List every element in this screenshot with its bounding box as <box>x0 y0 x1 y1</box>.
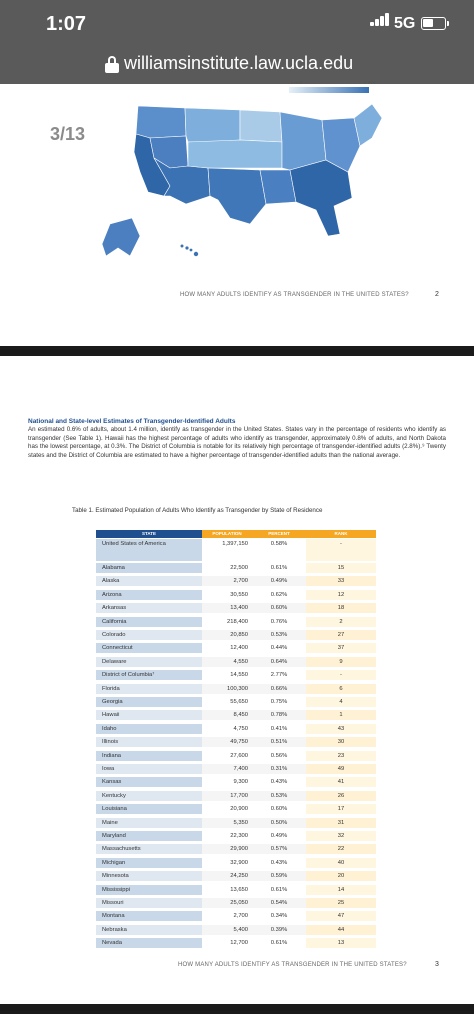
table-row <box>96 630 376 640</box>
table-row <box>96 724 376 734</box>
cell-rank: 9 <box>306 657 376 667</box>
section-body: An estimated 0.6% of adults, about 1.4 million, identify as transgender in the United States. States vary in the percentage of residents who identify as transgender (See Table 1). Hawaii has the highest percentage of adults who identify as transgender, approximately 0.8% of adults, and North Dakota has the lowest percentage, at 0.3%. The District of Columbia is notable for its relatively high percentage of transgender-identified adults (2.8%).⁹ Twenty states and the District of Columbia are estimated to have a higher percentage of transgender-identified adults than the national average. <box>28 426 446 459</box>
header-state: STATE <box>96 530 202 538</box>
cell-percent: 0.57% <box>252 844 306 854</box>
table-row <box>96 737 376 747</box>
cell-rank: 27 <box>306 630 376 640</box>
cell-state: Arizona <box>96 590 202 600</box>
cell-rank: 26 <box>306 791 376 801</box>
cell-state: Mississippi <box>96 885 202 895</box>
cell-percent: 0.31% <box>252 764 306 774</box>
cell-rank: 1 <box>306 710 376 720</box>
cell-population: 22,300 <box>202 831 252 841</box>
cell-population: 7,400 <box>202 764 252 774</box>
cell-population: 9,300 <box>202 777 252 787</box>
page-footer: HOW MANY ADULTS IDENTIFY AS TRANSGENDER IN THE UNITED STATES? <box>178 962 407 968</box>
header-rank: RANK <box>306 530 376 538</box>
cell-state: Georgia <box>96 697 202 707</box>
cell-rank: 30 <box>306 737 376 747</box>
cell-rank: 4 <box>306 697 376 707</box>
cell-rank: 37 <box>306 643 376 653</box>
cell-percent: 0.61% <box>252 938 306 948</box>
table-row <box>96 751 376 761</box>
table-row <box>96 590 376 600</box>
cell-state: Nebraska <box>96 925 202 935</box>
cell-population: 13,400 <box>202 603 252 613</box>
pdf-page-3 <box>0 356 474 1004</box>
cell-percent: 0.49% <box>252 831 306 841</box>
cell-state: Alaska <box>96 576 202 586</box>
cell-state: Indiana <box>96 751 202 761</box>
cell-population: 4,750 <box>202 724 252 734</box>
cell-percent: 0.49% <box>252 576 306 586</box>
map-legend-max: 0.78% <box>364 80 376 85</box>
cell-percent: 0.66% <box>252 684 306 694</box>
cell-state: Maryland <box>96 831 202 841</box>
cell-state: Idaho <box>96 724 202 734</box>
cell-percent: 0.53% <box>252 630 306 640</box>
cell-percent: 0.60% <box>252 804 306 814</box>
cell-rank: 14 <box>306 885 376 895</box>
cell-population: 100,300 <box>202 684 252 694</box>
cell-percent: 0.53% <box>252 791 306 801</box>
cell-percent: 0.44% <box>252 643 306 653</box>
map-region-mountain <box>185 108 240 142</box>
cell-state: Montana <box>96 911 202 921</box>
table-row <box>96 697 376 707</box>
cell-rank: 25 <box>306 898 376 908</box>
status-bar <box>0 0 474 44</box>
cell-rank: 32 <box>306 831 376 841</box>
pdf-page-2 <box>0 80 474 346</box>
cell-rank: 31 <box>306 818 376 828</box>
cell-population: 4,550 <box>202 657 252 667</box>
page-number: 3 <box>435 961 439 968</box>
cell-percent: 0.39% <box>252 925 306 935</box>
table-row <box>96 885 376 895</box>
table-row <box>96 831 376 841</box>
table-row <box>96 603 376 613</box>
map-legend-bar <box>289 87 369 93</box>
cell-rank: - <box>306 670 376 680</box>
cell-percent: 0.75% <box>252 697 306 707</box>
cell-rank: 6 <box>306 684 376 694</box>
cell-rank: 47 <box>306 911 376 921</box>
cell-state: District of Columbia⁷ <box>96 670 202 680</box>
section-title: National and State-level Estimates of Transgender-Identified Adults <box>28 418 236 425</box>
map-legend-min: 0.00% <box>291 80 303 85</box>
table-row <box>96 938 376 948</box>
table-row <box>96 791 376 801</box>
battery-tip <box>447 21 449 26</box>
table-row <box>96 844 376 854</box>
cell-population: 2,700 <box>202 911 252 921</box>
cell-population: 49,750 <box>202 737 252 747</box>
table-row <box>96 858 376 868</box>
table-row <box>96 684 376 694</box>
cell-state: Connecticut <box>96 643 202 653</box>
lock-icon <box>105 56 119 72</box>
table-row <box>96 710 376 720</box>
page-counter: 3/13 <box>50 124 86 144</box>
table-row <box>96 670 376 680</box>
table-row <box>96 804 376 814</box>
cell-percent: 0.76% <box>252 617 306 627</box>
cell-percent: 0.50% <box>252 818 306 828</box>
cell-state: Minnesota <box>96 871 202 881</box>
cell-percent: 0.43% <box>252 777 306 787</box>
cell-state: Missouri <box>96 898 202 908</box>
us-choropleth-map <box>90 96 390 266</box>
cell-population: 8,450 <box>202 710 252 720</box>
url-text[interactable]: williamsinstitute.law.ucla.edu <box>124 53 354 73</box>
header-population: POPULATION <box>202 530 252 538</box>
cell-state: Massachusetts <box>96 844 202 854</box>
cell-rank: 33 <box>306 576 376 586</box>
cell-population: 20,900 <box>202 804 252 814</box>
cell-percent: 0.54% <box>252 898 306 908</box>
cell-state: California <box>96 617 202 627</box>
map-region-central <box>188 140 282 168</box>
header-percent: PERCENT <box>252 530 306 538</box>
cell-state: Hawaii <box>96 710 202 720</box>
cell-rank: 49 <box>306 764 376 774</box>
cell-state: Louisiana <box>96 804 202 814</box>
cell-state: Maine <box>96 818 202 828</box>
cell-percent: 2.77% <box>252 670 306 680</box>
table-row <box>96 576 376 586</box>
cell-state: United States of America <box>96 539 202 549</box>
cell-rank: 23 <box>306 751 376 761</box>
map-region-central-north <box>240 110 282 142</box>
cell-population: 12,700 <box>202 938 252 948</box>
table-row <box>96 925 376 935</box>
cell-population: 30,550 <box>202 590 252 600</box>
cell-population: 5,350 <box>202 818 252 828</box>
cell-state: Nevada <box>96 938 202 948</box>
map-region-texas <box>208 168 266 224</box>
cell-percent: 0.43% <box>252 858 306 868</box>
cell-rank: 44 <box>306 925 376 935</box>
status-time: 1:07 <box>46 13 87 35</box>
table-row-national <box>96 539 376 549</box>
battery-icon <box>421 17 446 30</box>
cell-rank: 22 <box>306 844 376 854</box>
table-row <box>96 777 376 787</box>
cell-population: 17,700 <box>202 791 252 801</box>
table-row <box>96 764 376 774</box>
network-type: 5G <box>394 15 416 32</box>
table-row <box>96 911 376 921</box>
cell-population: 29,900 <box>202 844 252 854</box>
cell-rank: 20 <box>306 871 376 881</box>
cell-rank: - <box>306 539 376 549</box>
map-region-south-central <box>260 170 296 204</box>
cell-percent: 0.61% <box>252 563 306 573</box>
cell-rank: 12 <box>306 590 376 600</box>
cell-state: Arkansas <box>96 603 202 613</box>
cell-percent: 0.64% <box>252 657 306 667</box>
cell-rank: 15 <box>306 563 376 573</box>
cell-state: Kansas <box>96 777 202 787</box>
cell-rank: 41 <box>306 777 376 787</box>
page-footer: HOW MANY ADULTS IDENTIFY AS TRANSGENDER IN THE UNITED STATES? <box>180 292 409 298</box>
table-row <box>96 617 376 627</box>
cell-population: 24,250 <box>202 871 252 881</box>
cell-state: Illinois <box>96 737 202 747</box>
cell-population: 13,650 <box>202 885 252 895</box>
cell-state: Iowa <box>96 764 202 774</box>
map-region-midwest <box>280 112 326 170</box>
cell-percent: 0.51% <box>252 737 306 747</box>
map-region-alaska <box>102 218 140 256</box>
cell-percent: 0.61% <box>252 885 306 895</box>
browser-url-bar[interactable] <box>0 44 474 84</box>
cell-population: 32,900 <box>202 858 252 868</box>
cell-percent: 0.60% <box>252 603 306 613</box>
cell-percent: 0.78% <box>252 710 306 720</box>
cell-population: 218,400 <box>202 617 252 627</box>
table-row <box>96 818 376 828</box>
table-spacer <box>96 549 376 561</box>
cell-population: 1,397,150 <box>202 539 252 549</box>
map-region-hawaii <box>181 245 199 257</box>
page-divider <box>0 1004 474 1014</box>
cell-state: Florida <box>96 684 202 694</box>
cell-rank: 43 <box>306 724 376 734</box>
cell-state: Alabama <box>96 563 202 573</box>
cell-state: Delaware <box>96 657 202 667</box>
page-number: 2 <box>435 291 439 298</box>
cell-percent: 0.56% <box>252 751 306 761</box>
table-header <box>96 530 376 538</box>
cell-rank: 13 <box>306 938 376 948</box>
cell-population: 55,650 <box>202 697 252 707</box>
cell-percent: 0.62% <box>252 590 306 600</box>
table-row <box>96 898 376 908</box>
cell-population: 27,600 <box>202 751 252 761</box>
table-row <box>96 871 376 881</box>
cell-rank: 17 <box>306 804 376 814</box>
cell-population: 25,050 <box>202 898 252 908</box>
page-divider <box>0 346 474 356</box>
cell-population: 20,850 <box>202 630 252 640</box>
cell-percent: 0.58% <box>252 539 306 549</box>
cell-state: Kentucky <box>96 791 202 801</box>
table-row <box>96 563 376 573</box>
table-caption: Table 1. Estimated Population of Adults Who Identify as Transgender by State of Residence <box>72 507 323 514</box>
cell-percent: 0.59% <box>252 871 306 881</box>
table-row <box>96 657 376 667</box>
cell-state: Michigan <box>96 858 202 868</box>
cell-percent: 0.34% <box>252 911 306 921</box>
cell-state: Colorado <box>96 630 202 640</box>
table-row <box>96 643 376 653</box>
cell-population: 2,700 <box>202 576 252 586</box>
cell-population: 14,550 <box>202 670 252 680</box>
cell-percent: 0.41% <box>252 724 306 734</box>
map-region-southeast <box>290 160 352 236</box>
cell-population: 22,500 <box>202 563 252 573</box>
cell-rank: 40 <box>306 858 376 868</box>
map-region-northwest <box>136 106 186 138</box>
cell-population: 12,400 <box>202 643 252 653</box>
cell-rank: 2 <box>306 617 376 627</box>
cell-population: 5,400 <box>202 925 252 935</box>
cell-rank: 18 <box>306 603 376 613</box>
